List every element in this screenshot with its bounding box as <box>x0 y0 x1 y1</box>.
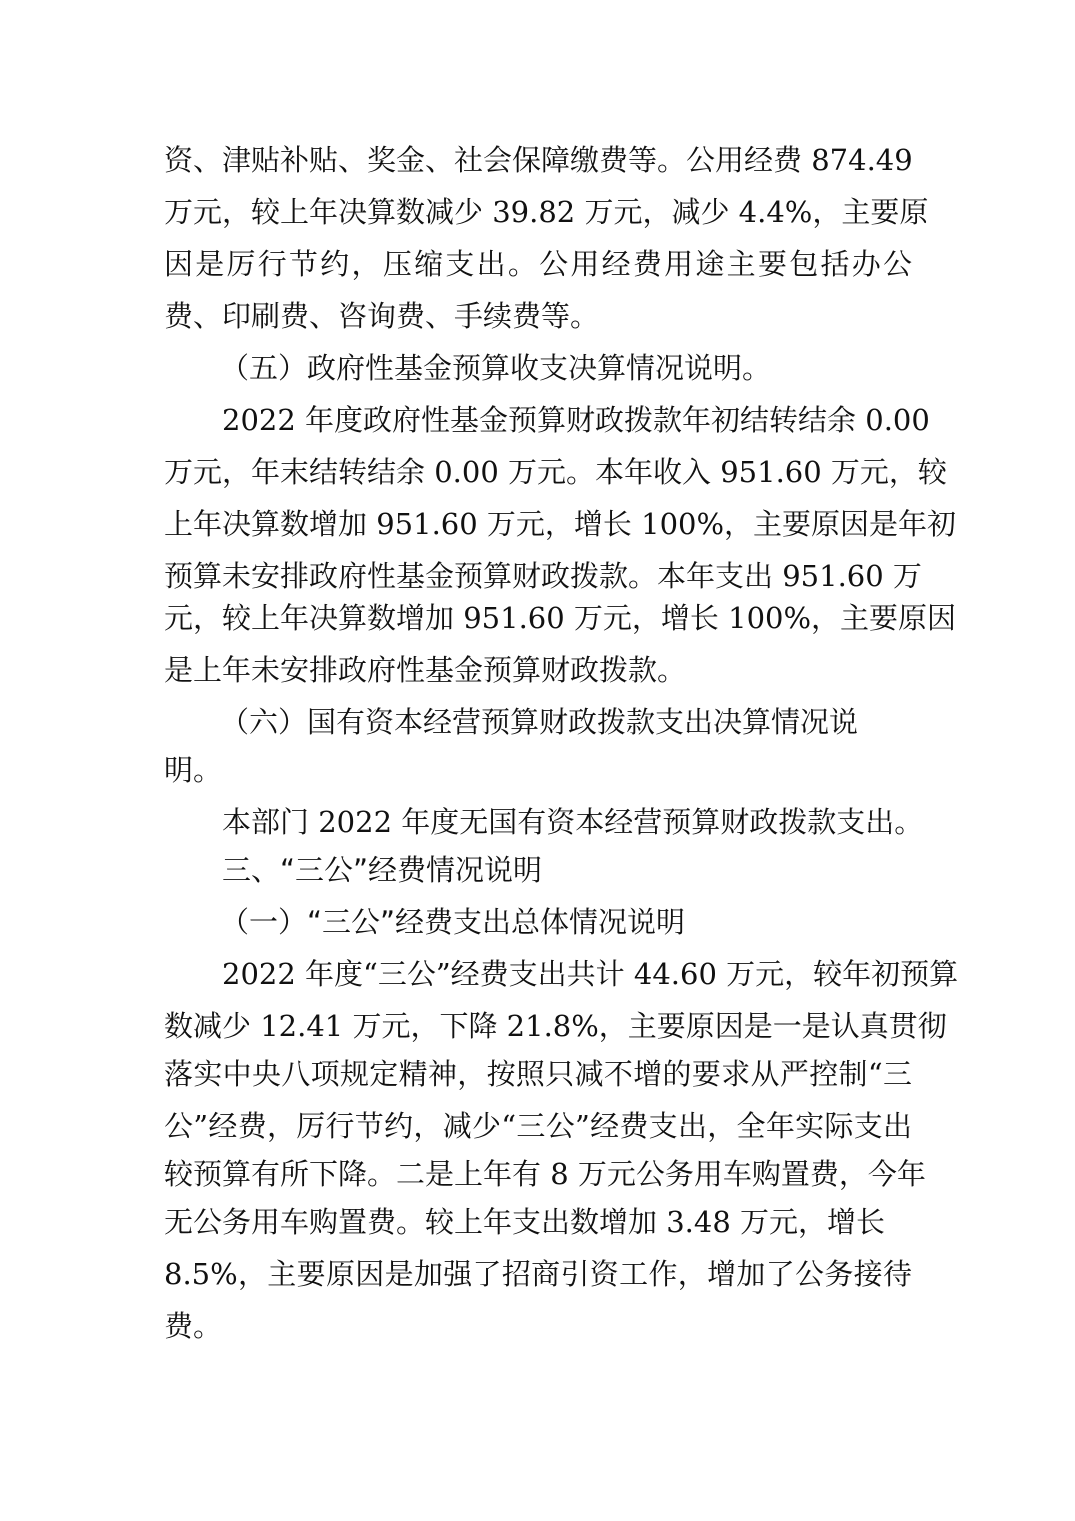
section-heading-6-cont: 明。 <box>164 753 223 787</box>
paragraph-line: 8.5%，主要原因是加强了招商引资工作，增加了公务接待 <box>164 1257 912 1291</box>
paragraph-line: 较预算有所下降。二是上年有 8 万元公务用车购置费，今年 <box>164 1157 926 1191</box>
paragraph-line: 落实中央八项规定精神，按照只减不增的要求从严控制“三 <box>164 1057 912 1091</box>
paragraph-line: 费、印刷费、咨询费、手续费等。 <box>164 299 600 333</box>
paragraph-line: 本部门 2022 年度无国有资本经营预算财政拨款支出。 <box>222 805 924 839</box>
paragraph-line: 万元，较上年决算数减少 39.82 万元，减少 4.4%，主要原 <box>164 195 929 229</box>
paragraph-line: 公”经费，厉行节约，减少“三公”经费支出，全年实际支出 <box>164 1109 912 1143</box>
paragraph-line: 是上年未安排政府性基金预算财政拨款。 <box>164 653 687 687</box>
section-heading-6: （六）国有资本经营预算财政拨款支出决算情况说 <box>220 705 859 739</box>
paragraph-line: 元，较上年决算数增加 951.60 万元，增长 100%，主要原因 <box>164 601 957 635</box>
paragraph-line: 预算未安排政府性基金预算财政拨款。本年支出 951.60 万 <box>164 559 922 593</box>
paragraph-line: 2022 年度政府性基金预算财政拨款年初结转结余 0.00 <box>222 403 930 437</box>
paragraph-line: 数减少 12.41 万元，下降 21.8%，主要原因是一是认真贯彻 <box>164 1009 947 1043</box>
paragraph-line: 无公务用车购置费。较上年支出数增加 3.48 万元，增长 <box>164 1205 886 1239</box>
paragraph-line: 2022 年度“三公”经费支出共计 44.60 万元，较年初预算 <box>222 957 959 991</box>
paragraph-line: 上年决算数增加 951.60 万元，增长 100%，主要原因是年初 <box>164 507 957 541</box>
paragraph-line: 万元，年末结转结余 0.00 万元。本年收入 951.60 万元，较 <box>164 455 947 489</box>
paragraph-line: 资、津贴补贴、奖金、社会保障缴费等。公用经费 874.49 <box>164 143 913 177</box>
paragraph-line: 因是厉行节约，压缩支出。公用经费用途主要包括办公 <box>164 247 912 281</box>
section-heading-three: 三、“三公”经费情况说明 <box>222 853 543 887</box>
paragraph-line: 费。 <box>164 1309 223 1343</box>
subsection-heading-1: （一）“三公”经费支出总体情况说明 <box>220 905 686 939</box>
section-heading-5: （五）政府性基金预算收支决算情况说明。 <box>220 351 772 385</box>
